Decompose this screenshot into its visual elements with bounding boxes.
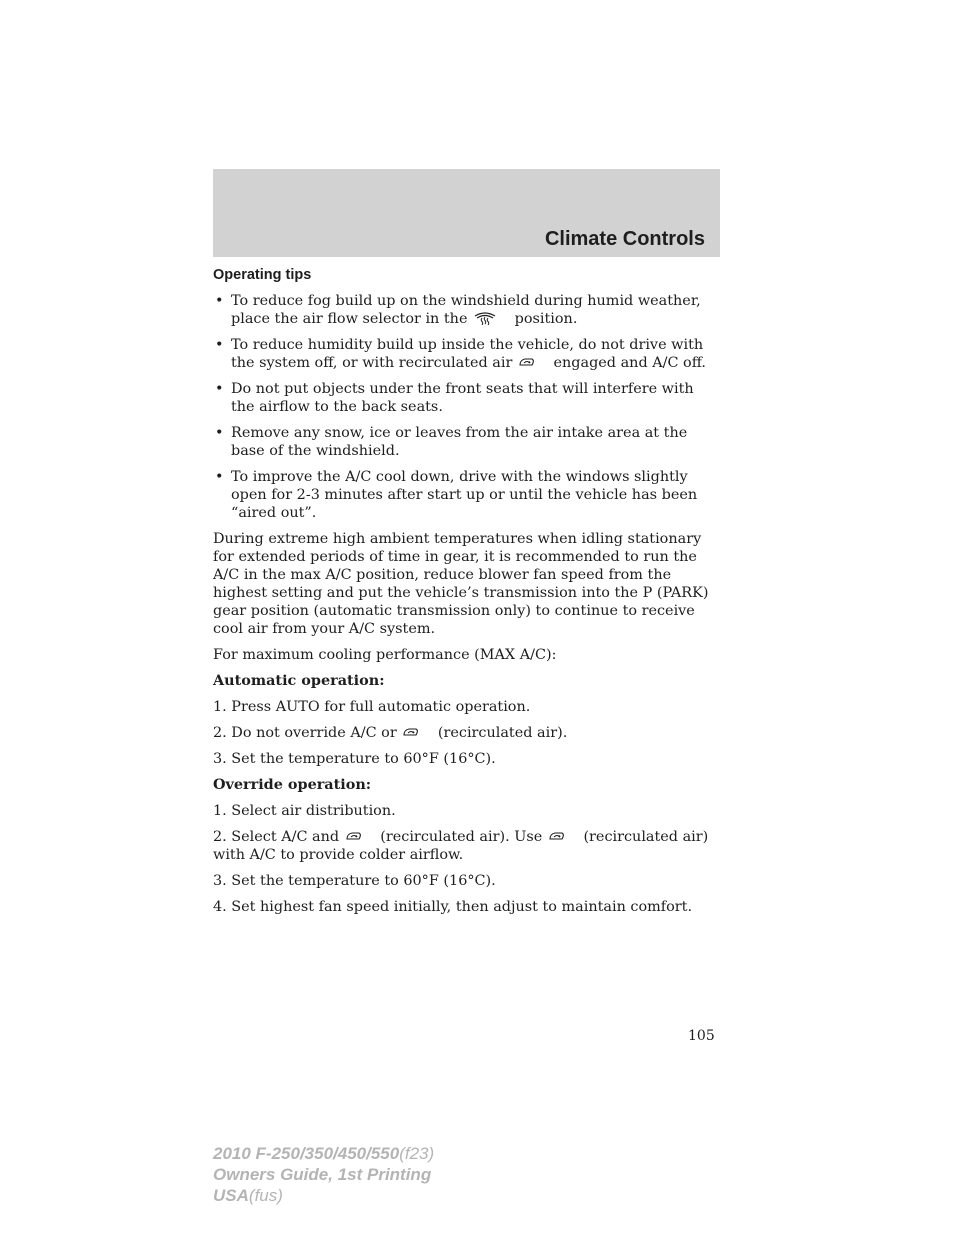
override-step-1: 1. Select air distribution. bbox=[213, 803, 396, 819]
automatic-step-1: 1. Press AUTO for full automatic operation. bbox=[213, 699, 531, 715]
page-content bbox=[213, 266, 720, 924]
section-header-band bbox=[213, 169, 720, 257]
list-item: • To reduce humidity build up inside the vehicle, do not drive with the system off, or with recirculated air engaged and A/C off. bbox=[213, 336, 720, 372]
recirculated-air-icon bbox=[346, 831, 362, 843]
list-item: • Do not put objects under the front seats that will interfere with the airflow to the back seats. bbox=[213, 380, 720, 416]
override-step-4: 4. Set highest fan speed initially, then adjust to maintain comfort. bbox=[213, 899, 693, 915]
automatic-operation-heading: Automatic operation: bbox=[213, 672, 385, 689]
footer-market-line: USA(fus) bbox=[213, 1186, 283, 1205]
override-operation-heading: Override operation: bbox=[213, 776, 372, 793]
footer bbox=[213, 1143, 434, 1206]
page-number: 105 bbox=[688, 1028, 715, 1044]
section-title: Climate Controls bbox=[544, 228, 705, 250]
extreme-heat-paragraph: During extreme high ambient temperatures when idling stationary for extended periods of time in gear, it is recommended to run the A/C in the max A/C position, reduce blower fan speed from the highest setting and put the vehicle’s transmission into the P (PARK) gear position (automatic transmission only) to continue to receive cool air from your A/C system. bbox=[213, 531, 709, 637]
list-item: • To reduce fog build up on the windshield during humid weather, place the air flow selector in the position. bbox=[213, 292, 720, 328]
automatic-step-3: 3. Set the temperature to 60°F (16°C). bbox=[213, 751, 496, 767]
recirculated-air-icon bbox=[549, 831, 565, 843]
operating-tips-list bbox=[213, 292, 720, 522]
override-step-3: 3. Set the temperature to 60°F (16°C). bbox=[213, 873, 496, 889]
automatic-step-2: 2. Do not override A/C or (recirculated air). bbox=[213, 725, 568, 741]
footer-model-line: 2010 F-250/350/450/550(f23) bbox=[213, 1144, 435, 1163]
defrost-icon bbox=[474, 311, 496, 325]
recirculated-air-icon bbox=[519, 357, 535, 369]
override-step-2: 2. Select A/C and (recirculated air). Use (recirculated air) with A/C to provide colder airflow. bbox=[213, 829, 709, 863]
list-item: • Remove any snow, ice or leaves from the air intake area at the base of the windshield. bbox=[213, 424, 720, 460]
footer-guide-line: Owners Guide, 1st Printing bbox=[213, 1165, 432, 1184]
recirculated-air-icon bbox=[403, 727, 419, 739]
max-cooling-paragraph: For maximum cooling performance (MAX A/C): bbox=[213, 647, 557, 663]
operating-tips-heading: Operating tips bbox=[213, 267, 312, 283]
list-item: • To improve the A/C cool down, drive with the windows slightly open for 2-3 minutes after start up or until the vehicle has been “aired out”. bbox=[213, 468, 720, 522]
